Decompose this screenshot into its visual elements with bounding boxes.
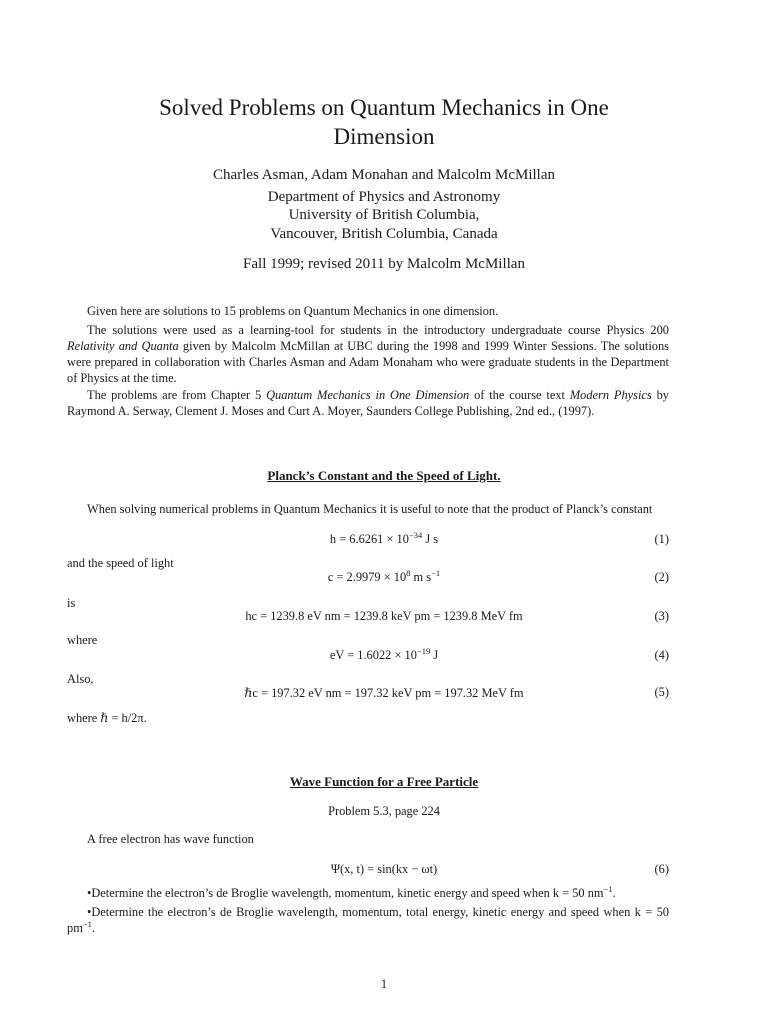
text-speed-of-light: and the speed of light bbox=[67, 556, 174, 570]
section1-lead-paragraph: When solving numerical problems in Quantum Mechanics it is useful to note that the product of Planck’s constant bbox=[87, 502, 653, 516]
equation-3: hc = 1239.8 eV nm = 1239.8 keV pm = 1239.8 MeV fm bbox=[245, 609, 523, 623]
bullet-question-2: •Determine the electron’s de Broglie wavelength, momentum, total energy, kinetic energy and speed when k = 50 $pm^{-1}$. bbox=[67, 905, 669, 935]
equation-number-5: (5) bbox=[654, 685, 669, 699]
section2-lead: A free electron has wave function bbox=[87, 832, 254, 846]
text-also: Also, bbox=[67, 672, 94, 686]
affiliation-location: Vancouver, British Columbia, Canada bbox=[270, 226, 498, 242]
equation-5: ℏc = 197.32 eV nm = 197.32 keV pm = 197.32 MeV fm bbox=[244, 686, 524, 700]
title-line-2: Dimension bbox=[333, 124, 435, 149]
affiliation-dept: Department of Physics and Astronomy bbox=[267, 189, 501, 205]
page-number: 1 bbox=[380, 977, 388, 991]
authors: Charles Asman, Adam Monahan and Malcolm McMillan bbox=[212, 167, 556, 183]
text-hbar-definition: where ℏ = h/2π. bbox=[67, 711, 147, 725]
equation-number-1: (1) bbox=[654, 532, 669, 546]
equation-6: Ψ(x, t) = sin(kx − ωt) bbox=[330, 862, 438, 876]
equation-number-4: (4) bbox=[654, 648, 669, 662]
affiliation-university: University of British Columbia, bbox=[288, 207, 480, 223]
text-where: where bbox=[67, 633, 98, 647]
text-is: is bbox=[67, 596, 76, 610]
intro-paragraph-3: The problems are from Chapter 5 Quantum Mechanics in One Dimension of the course text Modern Physics by Raymond A. Serway, Clement J. Moses and Curt A. Moyer, Saunders College Publishing, 2nd ed., (1997). bbox=[67, 388, 670, 418]
equation-number-3: (3) bbox=[654, 609, 669, 623]
section-heading-free-particle: Wave Function for a Free Particle bbox=[289, 774, 479, 789]
intro-paragraph-2: The solutions were used as a learning-tool for students in the introductory undergraduate course Physics 200 Relativity and Quanta given by Malcolm McMillan at UBC during the 1998 and 1999 Winter Sessions. The solutions were prepared in collaboration with Charles Asman and Adam Monaham who were graduate students in the Department of Physics at the time. bbox=[67, 323, 669, 385]
title-line-1: Solved Problems on Quantum Mechanics in One bbox=[159, 95, 609, 120]
equation-4: eV = $1.6022 \times 10^{-19}$ J bbox=[329, 646, 439, 662]
section-heading-plancks-constant: Planck’s Constant and the Speed of Light. bbox=[267, 468, 501, 483]
equation-1: $h = 6.6261 \times 10^{-34}$ J s bbox=[329, 530, 439, 546]
date-line: Fall 1999; revised 2011 by Malcolm McMillan bbox=[243, 256, 525, 272]
bullet-question-1: •Determine the electron’s de Broglie wavelength, momentum, kinetic energy and speed when k = 50 $nm^{-1}$. bbox=[87, 884, 616, 900]
equation-2: $c = 2.9979 \times 10^8$ m $s^{-1}$ bbox=[327, 568, 441, 584]
problem-reference: Problem 5.3, page 224 bbox=[328, 804, 440, 818]
equation-number-6: (6) bbox=[654, 862, 669, 876]
intro-paragraph-1: Given here are solutions to 15 problems on Quantum Mechanics in one dimension. bbox=[87, 304, 499, 318]
equation-number-2: (2) bbox=[654, 570, 669, 584]
